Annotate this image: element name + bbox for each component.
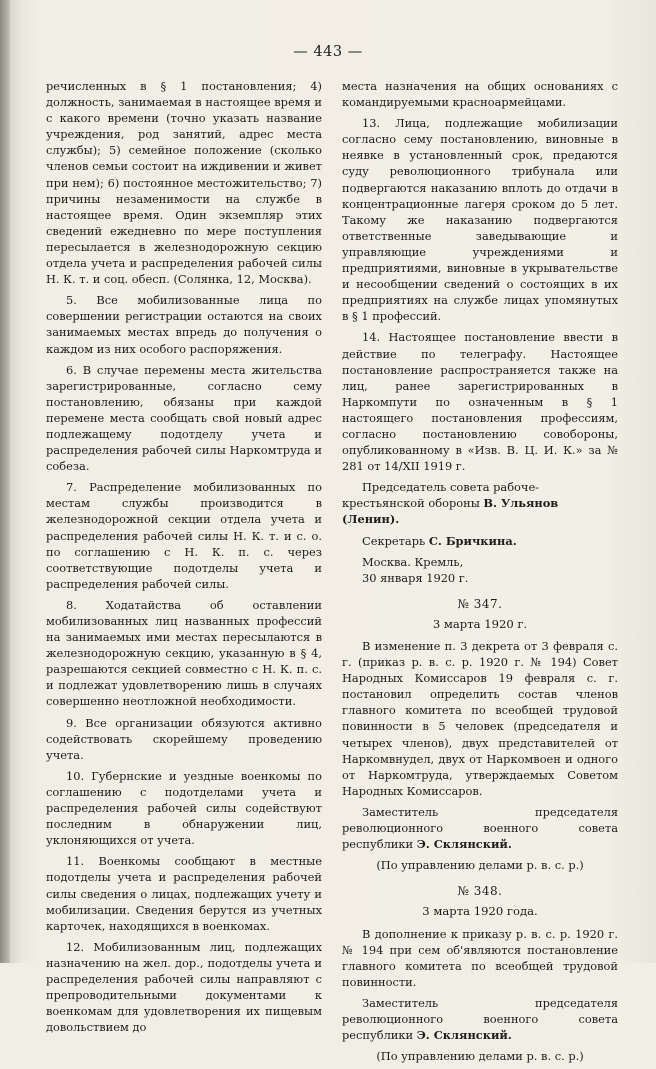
document-347-signature [342,804,618,852]
paragraph-11: 11. Военкомы сообщают в местные подотделы учета и распределения рабочей силы сведения о лицах, подлежащих учету и мобилизации. Сведения берутся из учетных карточек, находящихся в военкомах. [46,854,322,933]
deputy-name-348: Э. Склянский. [416,1028,512,1043]
document-348-signature [342,995,618,1043]
page-number: — 443 — [293,44,363,60]
paragraph-5: 5. Все мобилизованные лица по совершении регистрации остаются на своих занимаемых местах впредь до получения о каждом из них особого распоряжения. [46,293,322,356]
document-number-347: № 347. [457,596,503,611]
document-348-footer: (По управлению делами р. в. с. р.) [376,1049,584,1064]
paragraph-6: 6. В случае перемены места жительства зарегистрированные, согласно сему постановлению, обязаны при каждой перемене места сообщать свой новый адрес подлежащему подотделу учета и распределения рабочей силы Наркомтруда и собеза. [46,362,322,474]
document-date-348: 3 марта 1920 года. [422,904,538,919]
paragraph-13: 13. Лица, подлежащие мобилизации согласно сему постановлению, виновные в неявке в установленный срок, предаются суду революционного трибунала или подвергаются наказанию вплоть до отдачи в концентрационные лагеря сроком до 5 лет. Такому же наказанию подвергаются ответственные заведывающие и управляющие учреждениями и предприятиями, виновные в укрывательстве и несообщении сведений о состоящих в их предприятиях на службе лицах упомянутых в § 1 профессий. [342,116,618,324]
document-347-text: В изменение п. 3 декрета от 3 февраля с. г. (приказ р. в. с. р. 1920 г. № 194) Совет Народных Комиссаров 19 февраля с. г. постановил определить состав членов главного комитета по всеобщей трудовой повинности в 5 человек (председателя и четырех членов), двух представителей от Наркомвнудел, двух от Наркомвоен и одного от Наркомтруда, утверждаемых Советом Народных Комиссаров. [342,639,618,798]
paragraph-continuation-right: места назначения на общих основаниях с командируемыми красноармейцами. [342,79,618,110]
deputy-name-347: Э. Склянский. [416,837,512,852]
paragraph-12: 12. Мобилизованным лиц, подлежащих назначению на жел. дор., подотделы учета и распределения рабочей силы направляют с препроводительными документами к военкомам для удовлетворения их пищевым довольствием до [46,939,322,1035]
deputy-role-347: Заместитель председателя революционного военного совета республики [342,804,618,852]
binding-edge [0,0,10,963]
chairman-line [342,479,618,527]
secretary-line [342,533,618,549]
left-column [46,78,322,1040]
paragraph-8: 8. Ходатайства об оставлении мобилизованных лиц названных профессий на занимаемых ими местах пересылаются в железнодорожную секцию, указанную в § 4, разрешаются секцией совместно с Н. К. п. с. и подлежат удовлетворению лишь в случаях совершенно неотложной необходимости. [46,597,322,709]
document-number-348: № 348. [457,884,503,899]
secretary-name: С. Бричкина. [428,533,517,548]
chairman-role: Председатель совета рабоче-крестьянской обороны [342,480,540,511]
paragraph-10: 10. Губернские и уездные военкомы по соглашению с подотделами учета и распределения рабочей силы содействуют последним в обнаружении лиц, уклоняющихся от учета. [46,768,322,848]
place-line: Москва. Кремль, [362,554,464,569]
document-date-347: 3 марта 1920 г. [432,616,528,631]
right-column [342,78,618,1069]
secretary-role: Секретарь [362,533,429,548]
document-348-text: В дополнение к приказу р. в. с. р. 1920 г. № 194 при сем об'являются постановление главного комитета по всеобщей трудовой повинности. [342,926,618,989]
chairman-name: В. Ульянов (Ленин). [342,496,559,527]
date-line: 30 января 1920 г. [362,570,469,585]
paragraph-7: 7. Распределение мобилизованных по местам службы производится в железнодорожной секции отдела учета и распределения рабочей силы Н. К. т. и с. о. по соглашению с Н. К. п. с. через соответствующие подотделы учета и распределения рабочей силы. [46,480,322,591]
paragraph-14: 14. Настоящее постановление ввести в действие по телеграфу. Настоящее постановление распространяется также на лиц, ранее зарегистрированных в Наркомпути по означенным в § 1 настоящего постановления профессиям, согласно постановлению совобороны, опубликованному в «Изв. В. Ц. И. К.» за № 281 от 14/XII 1919 г. [342,330,618,474]
paragraph-continuation: речисленных в § 1 постановления; 4) должность, занимаемая в настоящее время и с какого времени (точно указать название учреждения, род занятий, адрес места службы); 5) семейное положение (сколько членов семьи состоит на иждивении и живет при нем); 6) постоянное местожительство; 7) причины незаменимости на службе в настоящее время. Один экземпляр этих сведений ежедневно по мере поступления пересылается в железнодорожную секцию отдела учета и распределения рабочей силы Н. К. т. и соц. обесп. (Солянка, 12, Москва). [46,79,322,287]
deputy-role-348: Заместитель председателя революционного военного совета республики [342,995,618,1043]
signature-block-1 [342,479,618,586]
document-347-footer: (По управлению делами р. в. с. р.) [376,858,584,873]
paragraph-9: 9. Все организации обязуются активно содействовать скорейшему проведению учета. [46,715,322,762]
